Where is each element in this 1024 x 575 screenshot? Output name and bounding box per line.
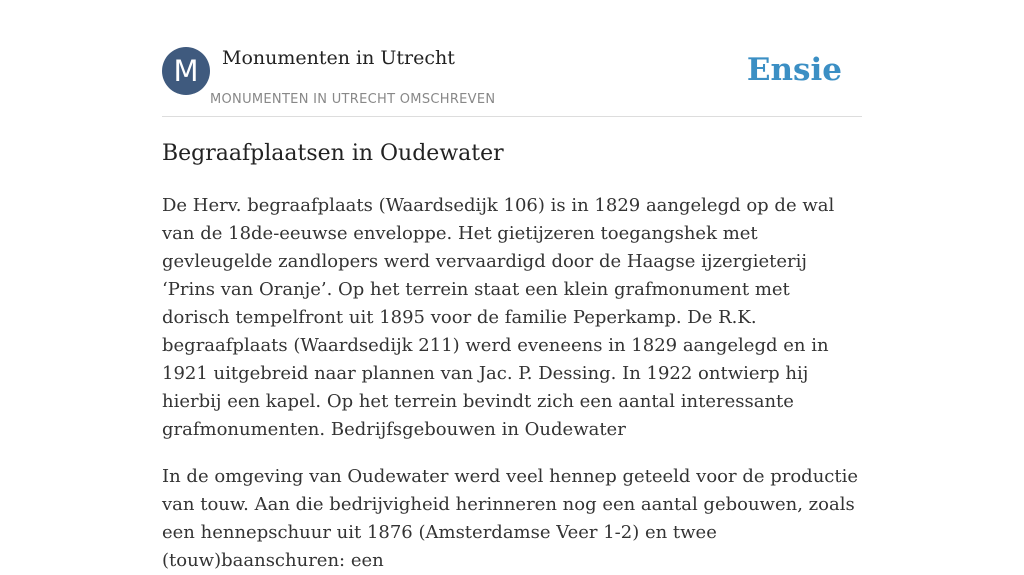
article-paragraph: De Herv. begraafplaats (Waardsedijk 106) is in 1829 aangelegd op de wal van de 18de-eeuwse enveloppe. Het gietijzeren toegangshek met gevleugelde zandlopers werd vervaardigd door de Haagse ijzergieterij ‘Prins van Oranje’. Op het terrein staat een klein grafmonument met dorisch tempelfront uit 1895 voor de familie Peperkamp. De R.K. begraafplaats (Waardsedijk 211) werd eveneens in 1829 aangelegd en in 1921 uitgebreid naar plannen van Jac. P. Dessing. In 1922 ontwierp hij hierbij een kapel. Op het terrein bevindt zich een aantal interessante grafmonumenten. Bedrijfsgebouwen in Oudewater xyxy=(162,195,835,440)
article-title: Begraafplaatsen in Oudewater xyxy=(162,141,504,166)
avatar[interactable]: M xyxy=(162,47,210,95)
article xyxy=(162,138,862,575)
source-subtitle: MONUMENTEN IN UTRECHT OMSCHREVEN xyxy=(210,92,496,107)
article-paragraph: In de omgeving van Oudewater werd veel hennep geteeld voor de productie van touw. Aan die bedrijvigheid herinneren nog een aantal gebouwen, zoals een hennepschuur uit 1876 (Amsterdamse Veer 1-2) en twee (touw)baanschuren: een xyxy=(162,466,859,571)
source-title[interactable]: Monumenten in Utrecht xyxy=(222,47,455,69)
header xyxy=(162,46,862,117)
ensie-logo[interactable]: Ensie xyxy=(746,52,842,88)
